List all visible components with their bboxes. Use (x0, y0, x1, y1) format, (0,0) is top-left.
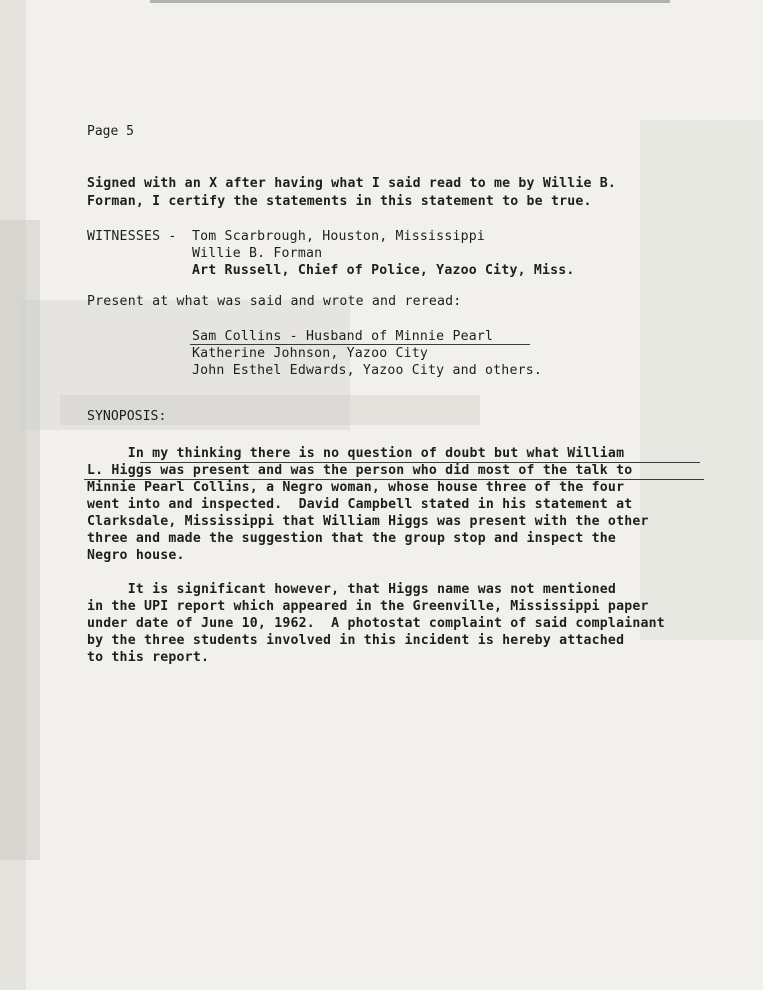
witness-name: Art Russell, Chief of Police, Yazoo City, Miss. (192, 263, 575, 278)
synopsis-line: Clarksdale, Mississippi that William Higgs was present with the other (87, 514, 649, 529)
synopsis-line: It is significant however, that Higgs name was not mentioned (87, 582, 617, 597)
witness-name: Willie B. Forman (192, 246, 323, 261)
signed-line-2: Forman, I certify the statements in this statement to be true. (87, 194, 592, 209)
witness-name: Tom Scarbrough, Houston, Mississippi (192, 229, 486, 244)
synopsis-line: in the UPI report which appeared in the Greenville, Mississippi paper (87, 599, 649, 614)
synopsis-line: L. Higgs was present and was the person who did most of the talk to (87, 463, 633, 478)
underline-rule (190, 344, 530, 345)
synopsis-line: to this report. (87, 650, 210, 665)
synopsis-line: by the three students involved in this incident is hereby attached (87, 633, 625, 648)
synopsis-heading: SYNOPOSIS: (87, 409, 167, 424)
present-label: Present at what was said and wrote and reread: (87, 294, 462, 309)
synopsis-line: Minnie Pearl Collins, a Negro woman, whose house three of the four (87, 480, 625, 495)
present-name: John Esthel Edwards, Yazoo City and others. (192, 363, 543, 378)
page-number: Page 5 (87, 124, 134, 139)
synopsis-line: Negro house. (87, 548, 185, 563)
signed-line-1: Signed with an X after having what I said read to me by Willie B. (87, 176, 617, 191)
present-name: Sam Collins - Husband of Minnie Pearl (192, 329, 494, 344)
synopsis-line: three and made the suggestion that the group stop and inspect the (87, 531, 617, 546)
witnesses-label: WITNESSES - (87, 229, 177, 244)
synopsis-line: In my thinking there is no question of doubt but what William (87, 446, 625, 461)
present-name: Katherine Johnson, Yazoo City (192, 346, 429, 361)
synopsis-line: went into and inspected. David Campbell stated in his statement at (87, 497, 633, 512)
synopsis-line: under date of June 10, 1962. A photostat complaint of said complainant (87, 616, 665, 631)
